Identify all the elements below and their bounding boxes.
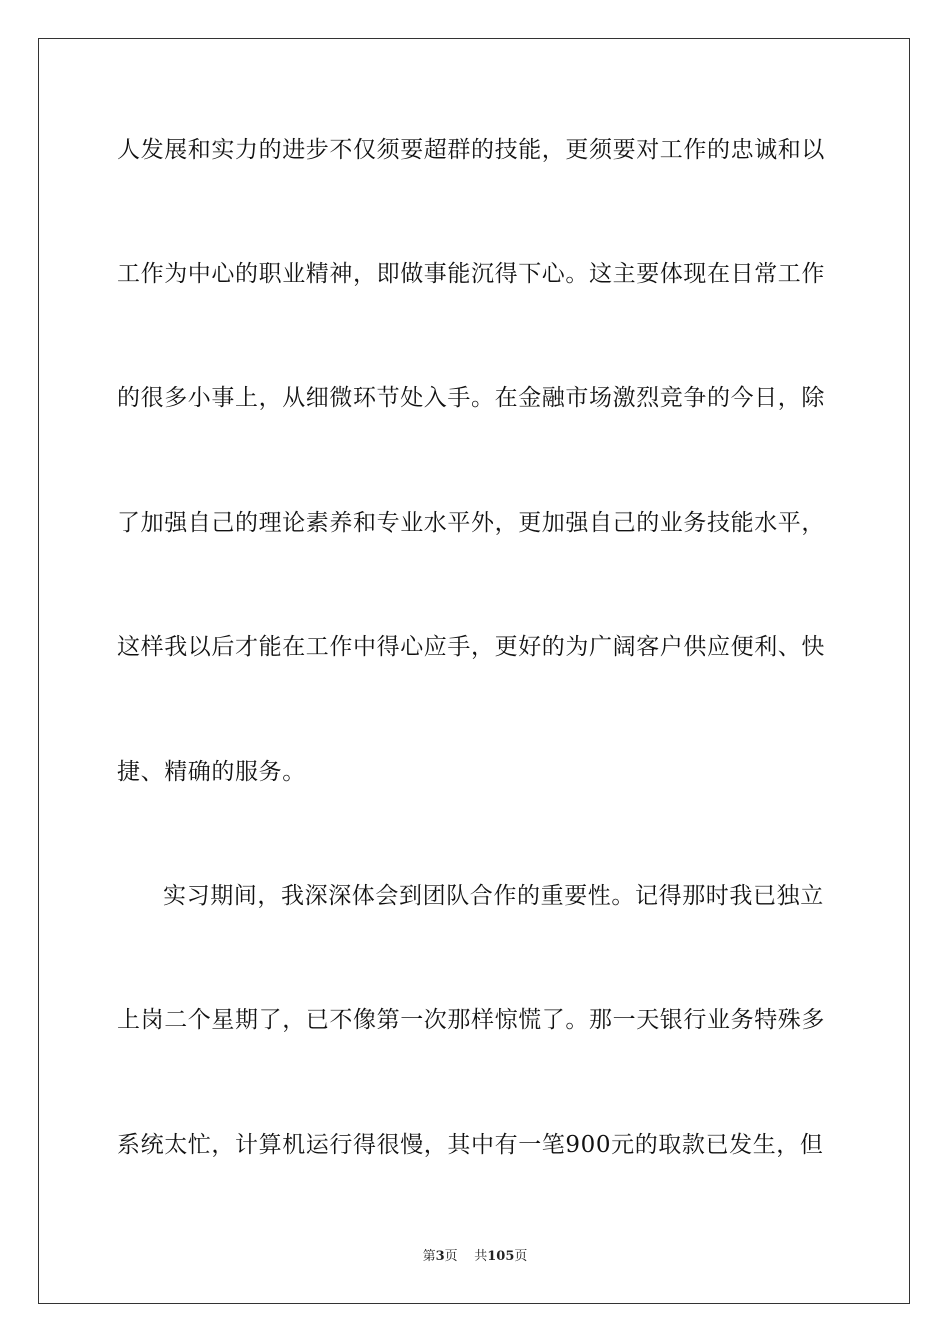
page-suffix: 页 [444, 1249, 458, 1264]
body-line: 系统太忙，计算机运行得很慢，其中有一笔900元的取款已发生，但 [117, 1132, 824, 1158]
body-line: 工作为中心的职业精神，即做事能沉得下心。这主要体现在日常工作 [117, 261, 825, 287]
body-line: 的很多小事上，从细微环节处入手。在金融市场激烈竞争的今日，除 [117, 385, 825, 411]
body-line: 了加强自己的理论素养和专业水平外，更加强自己的业务技能水平， [117, 510, 825, 536]
page-prefix: 第 [422, 1249, 436, 1264]
page-footer [0, 1248, 950, 1266]
body-line: 上岗二个星期了，已不像第一次那样惊慌了。那一天银行业务特殊多 [117, 1007, 825, 1033]
body-line: 人发展和实力的进步不仅须要超群的技能，更须要对工作的忠诚和以 [117, 137, 825, 163]
page-number: 3 [435, 1249, 445, 1264]
total-suffix: 页 [514, 1249, 528, 1264]
page-border [38, 38, 910, 1304]
body-line: 这样我以后才能在工作中得心应手，更好的为广阔客户供应便利、快 [117, 634, 825, 660]
paragraph-first-line: 实习期间，我深深体会到团队合作的重要性。记得那时我已独立 [163, 883, 824, 909]
total-prefix: 共 [474, 1249, 488, 1264]
total-pages: 105 [487, 1249, 515, 1264]
body-line: 捷、精确的服务。 [117, 759, 306, 785]
